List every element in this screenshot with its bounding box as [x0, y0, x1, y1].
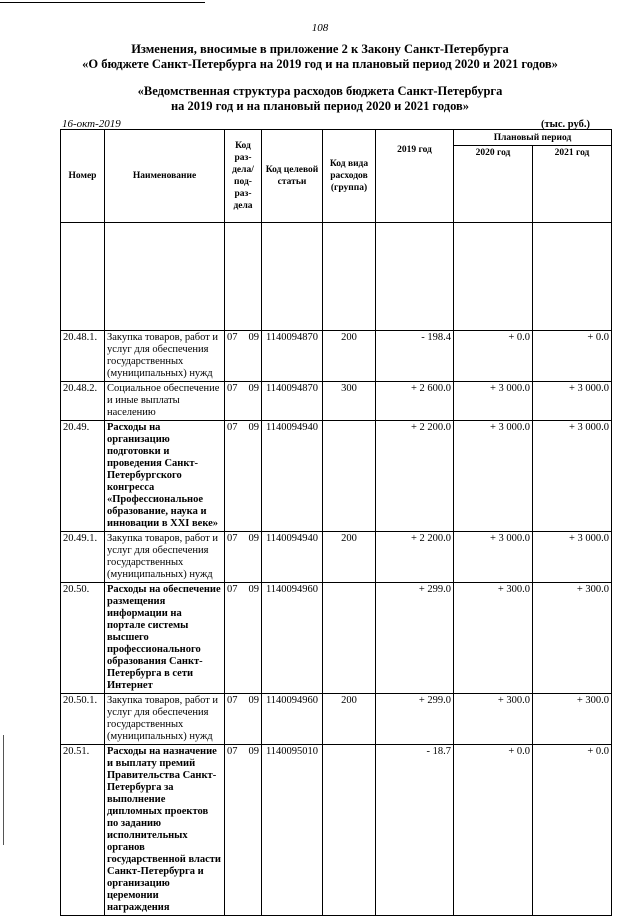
row-number: 20.49.1. [61, 532, 105, 583]
row-value-2019: - 18.7 [376, 745, 454, 916]
row-subsection-code: 09 [243, 382, 262, 421]
row-section-code: 07 [225, 421, 243, 532]
row-value-2021: + 3 000.0 [533, 532, 612, 583]
header-2021: 2021 год [533, 146, 612, 223]
row-subsection-code: 09 [243, 532, 262, 583]
row-subsection-code: 09 [243, 421, 262, 532]
row-value-2019: - 198.4 [376, 331, 454, 382]
row-value-2019: + 299.0 [376, 583, 454, 694]
row-value-2020: + 3 000.0 [454, 382, 533, 421]
table-row [61, 745, 612, 916]
row-number: 20.50. [61, 583, 105, 694]
header-target: Код целевой статьи [262, 130, 323, 223]
row-section-code: 07 [225, 694, 243, 745]
row-value-2019: + 299.0 [376, 694, 454, 745]
row-name: Расходы на обеспечение размещения информации на портале системы высшего профессионального образования Санкт-Петербурга в сети Интернет [105, 583, 225, 694]
units-label: (тыс. руб.) [541, 119, 590, 130]
row-value-2019: + 2 200.0 [376, 532, 454, 583]
table-row [61, 532, 612, 583]
document-subtitle [0, 84, 640, 114]
row-number: 20.48.1. [61, 331, 105, 382]
row-value-2020: + 3 000.0 [454, 532, 533, 583]
row-number: 20.50.1. [61, 694, 105, 745]
row-value-2019: + 2 200.0 [376, 421, 454, 532]
subtitle-line-1: «Ведомственная структура расходов бюджета Санкт-Петербурга [137, 84, 503, 98]
row-name: Расходы на организацию подготовки и проведения Санкт-Петербургского конгресса «Профессиональное образование, наука и инновации в XXI веке» [105, 421, 225, 532]
row-name: Закупка товаров, работ и услуг для обеспечения государственных (муниципальных) нужд [105, 532, 225, 583]
document-title [0, 42, 640, 72]
row-value-2020: + 300.0 [454, 583, 533, 694]
title-line-1: Изменения, вносимые в приложение 2 к Закону Санкт-Петербурга [131, 42, 509, 56]
table-row [61, 331, 612, 382]
row-target-code: 1140094940 [262, 421, 323, 532]
row-kind-code: 200 [323, 331, 376, 382]
subtitle-line-2: на 2019 год и на плановый период 2020 и 2021 годов» [170, 99, 470, 113]
header-plan-period: Плановый период [454, 130, 612, 146]
row-number: 20.48.2. [61, 382, 105, 421]
row-subsection-code: 09 [243, 694, 262, 745]
header-2020: 2020 год [454, 146, 533, 223]
row-section-code: 07 [225, 745, 243, 916]
row-value-2021: + 300.0 [533, 583, 612, 694]
row-kind-code [323, 583, 376, 694]
row-name: Закупка товаров, работ и услуг для обеспечения государственных (муниципальных) нужд [105, 331, 225, 382]
row-kind-code: 200 [323, 532, 376, 583]
row-value-2020: + 0.0 [454, 331, 533, 382]
row-name: Расходы на назначение и выплату премий Правительства Санкт-Петербурга за выполнение дипломных проектов по заданию исполнительных органов государственной власти Санкт-Петербурга и организацию церемонии награждения [105, 745, 225, 916]
row-kind-code: 200 [323, 694, 376, 745]
row-subsection-code: 09 [243, 745, 262, 916]
row-value-2021: + 3 000.0 [533, 382, 612, 421]
table-row [61, 583, 612, 694]
row-name: Закупка товаров, работ и услуг для обеспечения государственных (муниципальных) нужд [105, 694, 225, 745]
row-name: Социальное обеспечение и иные выплаты населению [105, 382, 225, 421]
budget-table [60, 129, 612, 916]
row-value-2020: + 3 000.0 [454, 421, 533, 532]
row-section-code: 07 [225, 382, 243, 421]
row-target-code: 1140094870 [262, 382, 323, 421]
table-row [61, 421, 612, 532]
row-target-code: 1140094960 [262, 583, 323, 694]
row-target-code: 1140094960 [262, 694, 323, 745]
header-kind: Код вида расходов (группа) [323, 130, 376, 223]
row-value-2020: + 0.0 [454, 745, 533, 916]
top-rule [0, 2, 205, 3]
row-target-code: 1140094870 [262, 331, 323, 382]
row-subsection-code: 09 [243, 583, 262, 694]
header-name: Наименование [105, 130, 225, 223]
row-section-code: 07 [225, 331, 243, 382]
row-section-code: 07 [225, 532, 243, 583]
row-value-2020: + 300.0 [454, 694, 533, 745]
row-value-2019: + 2 600.0 [376, 382, 454, 421]
row-kind-code [323, 421, 376, 532]
row-section-code: 07 [225, 583, 243, 694]
title-line-2: «О бюджете Санкт-Петербурга на 2019 год и на плановый период 2020 и 2021 годов» [82, 57, 558, 71]
table-row [61, 382, 612, 421]
scan-margin-line [3, 735, 4, 845]
row-target-code: 1140094940 [262, 532, 323, 583]
row-target-code: 1140095010 [262, 745, 323, 916]
row-number: 20.51. [61, 745, 105, 916]
row-kind-code [323, 745, 376, 916]
row-kind-code: 300 [323, 382, 376, 421]
header-2019: 2019 год [376, 130, 454, 223]
row-value-2021: + 0.0 [533, 331, 612, 382]
header-gap-row [61, 223, 612, 331]
row-value-2021: + 0.0 [533, 745, 612, 916]
row-number: 20.49. [61, 421, 105, 532]
row-subsection-code: 09 [243, 331, 262, 382]
table-row [61, 694, 612, 745]
header-section: Код раз-дела/ под-раз-дела [225, 130, 262, 223]
row-value-2021: + 3 000.0 [533, 421, 612, 532]
document-date: 16-окт-2019 [62, 118, 121, 130]
row-value-2021: + 300.0 [533, 694, 612, 745]
header-number: Номер [61, 130, 105, 223]
page-number: 108 [311, 22, 329, 34]
